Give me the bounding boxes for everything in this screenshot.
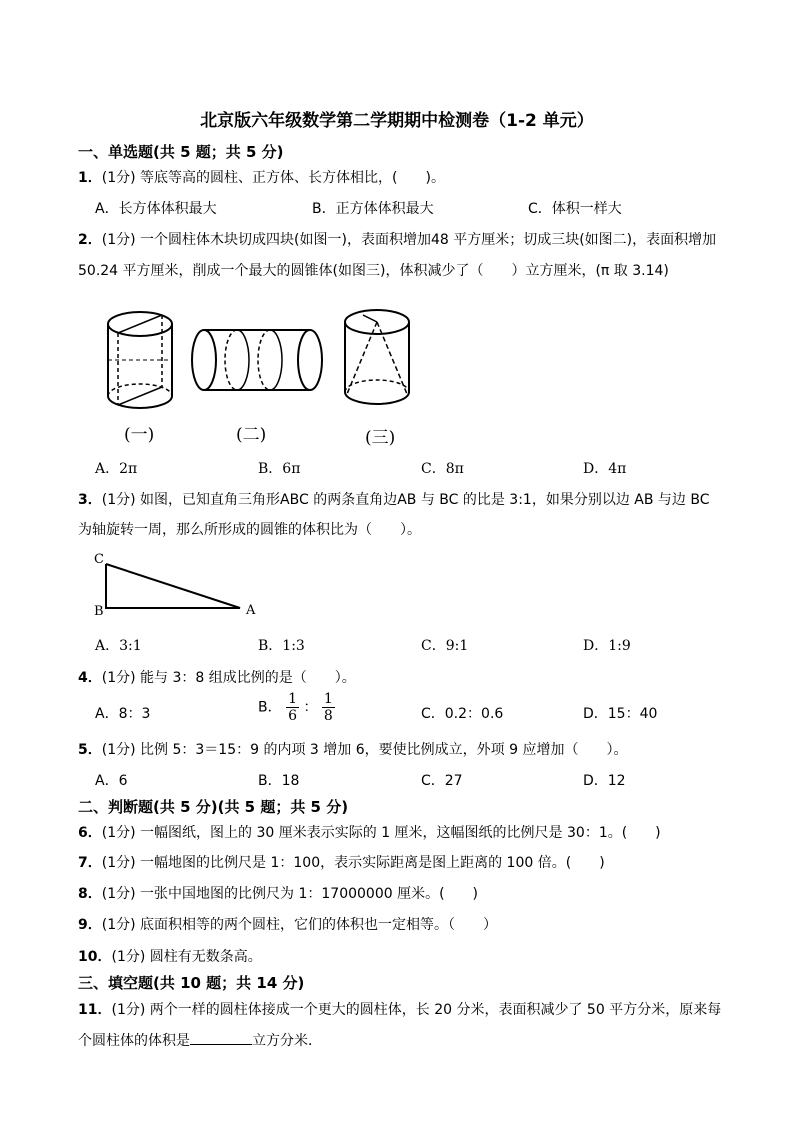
question-2 — [78, 229, 716, 249]
question-number: 6． — [78, 825, 102, 841]
page-title: 北京版六年级数学第二学期期中检测卷（1-2 单元） — [200, 111, 594, 131]
question-11 — [78, 999, 721, 1019]
question-number: 4． — [78, 670, 102, 686]
q2-option-d: D．4π — [583, 461, 627, 477]
question-5 — [78, 739, 627, 759]
question-number: 2． — [78, 232, 102, 248]
question-3 — [78, 489, 710, 509]
question-2-line2: 50.24 平方厘米，削成一个最大的圆锥体(如图三)，体积减少了（ ）立方厘米，(π 取 3.14) — [78, 263, 669, 279]
q2-option-c: C．8π — [421, 461, 464, 477]
q5-option-c: C．27 — [421, 773, 463, 789]
question-text: (1分) 等底等高的圆柱、正方体、长方体相比，( )。 — [101, 170, 445, 186]
numerator: 1 — [288, 691, 297, 707]
q3-option-d: D．1:9 — [583, 638, 631, 654]
q4-option-a: A．8：3 — [95, 706, 151, 722]
section-heading-fill-blank: 三、填空题(共 10 题；共 14 分) — [78, 974, 305, 992]
question-11-line2 — [78, 1030, 322, 1050]
question-text-line1: (1分) 一个圆柱体木块切成四块(如图一)，表面积增加48 平方厘米；切成三块(如图二)，表面积增加 — [101, 232, 717, 248]
denominator: 6 — [288, 708, 297, 724]
cylinder-fig-3 — [345, 310, 409, 404]
numerator: 1 — [323, 691, 333, 707]
q1-option-a: A．长方体体积最大 — [95, 201, 217, 217]
question-text: (1分) 底面积相等的两个圆柱，它们的体积也一定相等。（ ） — [101, 917, 498, 933]
q4-option-d: D．15：40 — [583, 706, 658, 722]
answer-blank[interactable] — [190, 1030, 252, 1045]
vertex-label-b: B — [94, 604, 104, 619]
question-number: 11． — [78, 1002, 112, 1018]
triangle-abc-figure — [104, 556, 244, 612]
question-number: 8． — [78, 886, 102, 902]
vertex-label-c: C — [94, 552, 104, 567]
q3-option-a: A．3:1 — [95, 638, 142, 654]
question-text: (1分) 一幅图纸，图上的 30 厘米表示实际的 1 厘米，这幅图纸的比例尺是 30：1。( ) — [101, 825, 661, 841]
q1-option-b: B．正方体体积最大 — [312, 201, 434, 217]
question-1 — [78, 167, 445, 187]
question-6 — [78, 822, 661, 842]
denominator: 8 — [323, 708, 333, 724]
question-4 — [78, 667, 356, 687]
option-letter: B． — [258, 699, 282, 716]
question-3-line2: 为轴旋转一周，那么所形成的圆锥的体积比为（ ）。 — [78, 522, 421, 538]
question-number: 3． — [78, 492, 102, 508]
question-text: (1分) 圆柱有无数条高。 — [111, 949, 262, 965]
question-text-line1: (1分) 两个一样的圆柱体接成一个更大的圆柱体，长 20 分米，表面积减少了 50 平方分米，原来每 — [111, 1002, 722, 1018]
question-10 — [78, 946, 262, 966]
cylinder-figures — [100, 302, 420, 412]
q2-option-b: B．6π — [258, 461, 301, 477]
cylinder-fig-2 — [192, 330, 322, 390]
q5-option-b: B．18 — [258, 773, 300, 789]
vertex-label-a: A — [246, 603, 256, 618]
question-number: 10． — [78, 949, 112, 965]
question-text: (1分) 比例 5：3＝15：9 的内项 3 增加 6，要使比例成立，外项 9 应增加（ ）。 — [101, 742, 628, 758]
question-text-after-blank: 立方分米． — [252, 1033, 322, 1049]
q3-option-c: C．9:1 — [421, 638, 469, 654]
q4-option-c: C．0.2：0.6 — [421, 706, 504, 722]
question-text: (1分) 能与 3：8 组成比例的是（ ）。 — [101, 670, 356, 686]
fraction-one-eighth — [322, 691, 335, 724]
q2-option-a: A．2π — [95, 461, 138, 477]
figure-label-2: (二) — [236, 425, 267, 445]
ratio-separator: ： — [303, 699, 318, 716]
cylinder-fig-1 — [108, 312, 172, 408]
figure-label-3: (三) — [365, 428, 396, 448]
question-8 — [78, 883, 478, 903]
fraction-one-sixth — [286, 691, 299, 724]
q5-option-a: A．6 — [95, 773, 128, 789]
q4-option-b — [258, 691, 335, 724]
question-text: (1分) 一幅地图的比例尺是 1：100，表示实际距离是图上距离的 100 倍。( ) — [101, 855, 605, 871]
question-text-before-blank: 个圆柱体的体积是 — [78, 1033, 190, 1049]
question-number: 9． — [78, 917, 102, 933]
question-text: (1分) 一张中国地图的比例尺为 1：17000000 厘米。( ) — [101, 886, 479, 902]
question-number: 7． — [78, 855, 102, 871]
q3-option-b: B．1:3 — [258, 638, 305, 654]
section-heading-single-choice: 一、单选题(共 5 题；共 5 分) — [78, 143, 284, 161]
question-7 — [78, 852, 605, 872]
question-text-line1: (1分) 如图，已知直角三角形ABC 的两条直角边AB 与 BC 的比是 3:1，如果分别以边 AB 与边 BC — [101, 492, 710, 508]
figure-label-1: (一) — [124, 425, 155, 445]
question-9 — [78, 914, 497, 934]
question-number: 1． — [78, 170, 102, 186]
question-number: 5． — [78, 742, 102, 758]
q5-option-d: D．12 — [583, 773, 626, 789]
section-heading-true-false: 二、判断题(共 5 分)(共 5 题；共 5 分) — [78, 798, 349, 816]
q1-option-c: C．体积一样大 — [528, 201, 622, 217]
